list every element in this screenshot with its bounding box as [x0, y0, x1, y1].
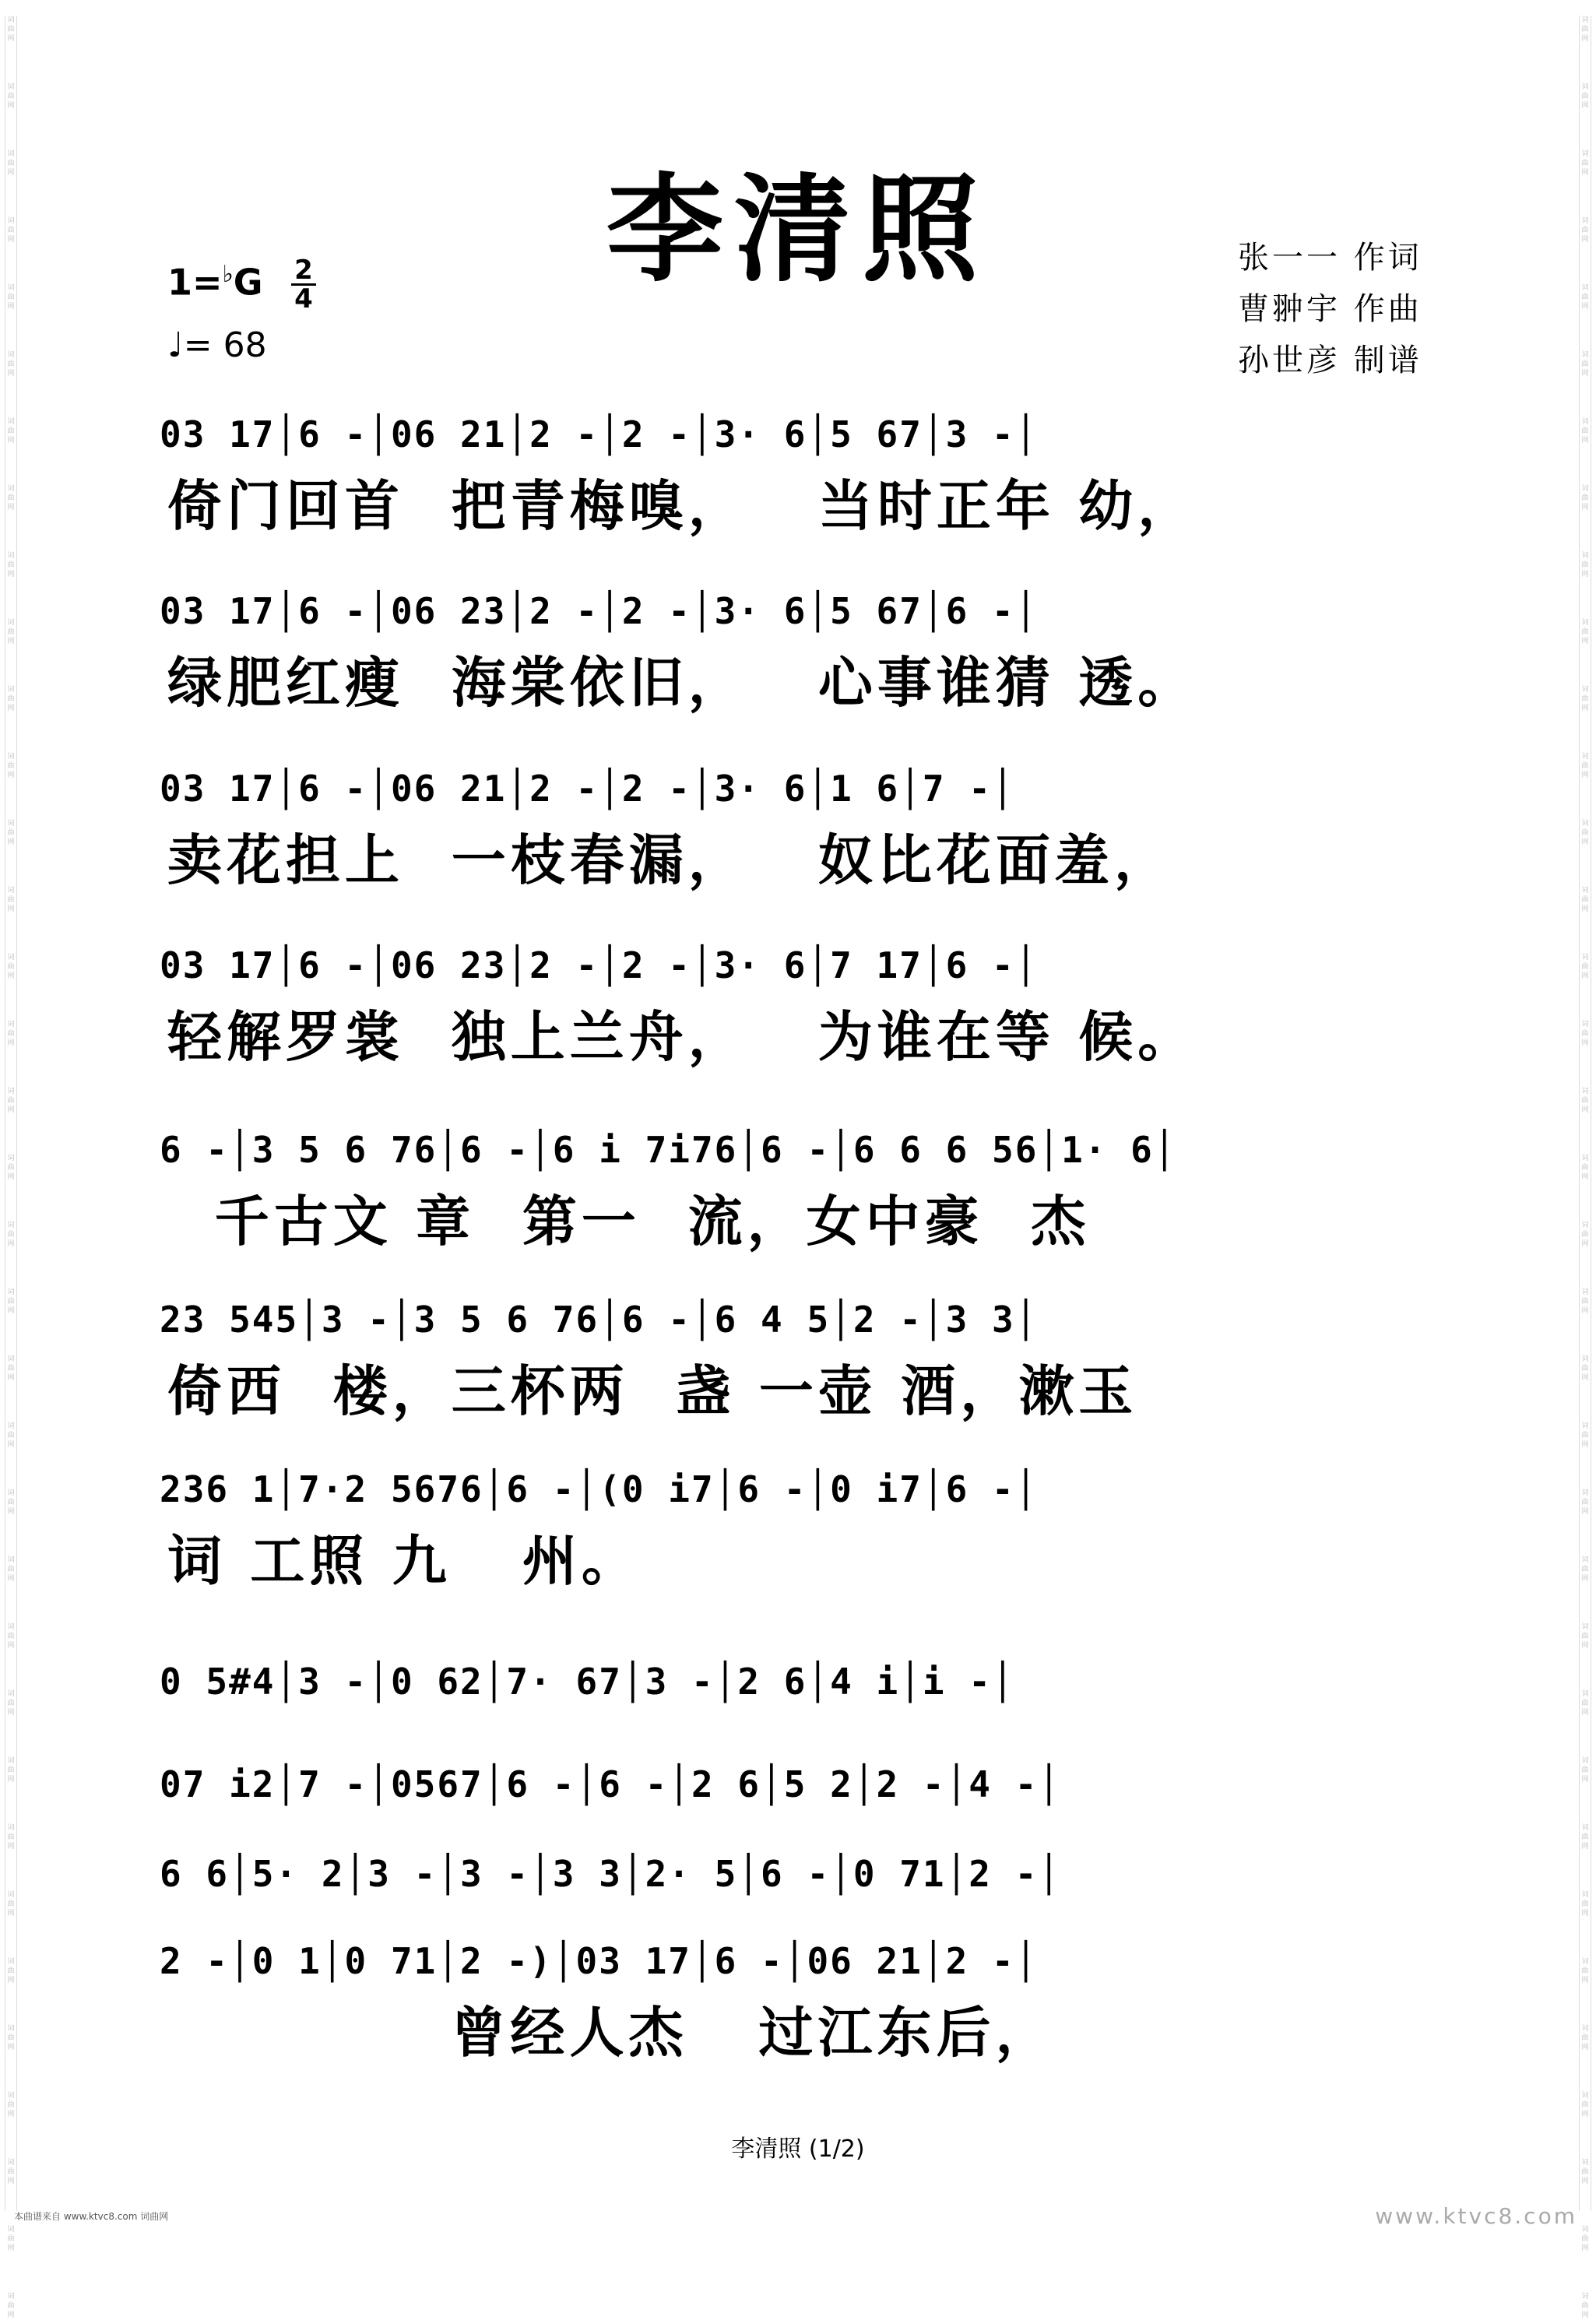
- notation-line-6: 23 545│3 -│3 5 6 76│6 -│6 4 5│2 -│3 3│: [160, 1299, 1039, 1341]
- watermark-text: 词曲网: [7, 150, 15, 177]
- watermark-text: 词曲网: [7, 1021, 15, 1047]
- watermark-text: 词曲网: [1581, 686, 1589, 712]
- composer-credit: 曹翀宇 作曲: [1238, 291, 1422, 327]
- watermark-text: 词曲网: [7, 351, 15, 378]
- watermark-text: 词曲网: [7, 2092, 15, 2118]
- watermark-text: 词曲网: [1581, 83, 1589, 110]
- key-signature: [167, 261, 262, 303]
- watermark-text: 词曲网: [7, 1757, 15, 1784]
- watermark-text: 词曲网: [1581, 954, 1589, 980]
- notation-line-2: 03 17│6 -│06 23│2 -│2 -│3· 6│5 67│6 -│: [160, 590, 1039, 632]
- watermark-text: 词曲网: [7, 1489, 15, 1516]
- notation-line-5: 6 -│3 5 6 76│6 -│6 i 7i76│6 -│6 6 6 56│1· 6│: [160, 1129, 1177, 1171]
- watermark-text: 词曲网: [1581, 820, 1589, 846]
- watermark-text: 词曲网: [7, 619, 15, 645]
- watermark-text: 词曲网: [1581, 1222, 1589, 1248]
- watermark-text: 词曲网: [7, 1958, 15, 1984]
- watermark-text: 词曲网: [7, 1824, 15, 1851]
- quarter-note-icon: ♩: [167, 325, 184, 365]
- watermark-text: 词曲网: [7, 1556, 15, 1583]
- left-watermark-strip: [5, 16, 17, 2319]
- tempo-marking: [167, 325, 267, 365]
- watermark-text: 词曲网: [7, 2293, 15, 2319]
- lyrics-line-5: 千古文 章 第一 流，女中豪 杰: [167, 1189, 1091, 1253]
- watermark-text: 词曲网: [1581, 2092, 1589, 2118]
- notation-line-3: 03 17│6 -│06 21│2 -│2 -│3· 6│1 6│7 -│: [160, 768, 1015, 810]
- flat-sign: ♭: [222, 261, 234, 288]
- key-note: G: [233, 261, 263, 304]
- watermark-text: 词曲网: [1581, 418, 1589, 445]
- watermark-text: 词曲网: [7, 753, 15, 779]
- watermark-text: 词曲网: [1581, 1021, 1589, 1047]
- watermark-text: 词曲网: [1581, 1489, 1589, 1516]
- notation-line-7: 236 1│7·2 5676│6 -│(0 i7│6 -│0 i7│6 -│: [160, 1468, 1039, 1510]
- watermark-text: 词曲网: [1581, 1155, 1589, 1181]
- watermark-text: 词曲网: [1581, 2025, 1589, 2051]
- watermark-text: 词曲网: [1581, 16, 1589, 43]
- watermark-text: 词曲网: [1581, 1355, 1589, 1382]
- watermark-text: 词曲网: [7, 2226, 15, 2252]
- watermark-text: 词曲网: [1581, 1958, 1589, 1984]
- watermark-text: 词曲网: [7, 1891, 15, 1918]
- watermark-text: 词曲网: [7, 418, 15, 445]
- tempo-value: = 68: [183, 325, 267, 365]
- site-watermark: www.ktvc8.com: [1375, 2203, 1577, 2229]
- credits-block: [1238, 232, 1422, 386]
- song-title: 李清照: [606, 161, 990, 298]
- lyrics-line-2: 绿肥红瘦 海棠依旧， 心事谁猜 透。: [167, 650, 1197, 715]
- lyrics-line-1: 倚门回首 把青梅嗅， 当时正年 幼，: [167, 473, 1197, 538]
- watermark-text: 词曲网: [7, 217, 15, 244]
- watermark-text: 词曲网: [1581, 1556, 1589, 1583]
- watermark-text: 词曲网: [1581, 887, 1589, 913]
- watermark-text: 词曲网: [7, 686, 15, 712]
- watermark-text: 词曲网: [1581, 217, 1589, 244]
- notation-line-8: 0 5#4│3 -│0 62│7· 67│3 -│2 6│4 i│i -│: [160, 1661, 1015, 1703]
- watermark-text: 词曲网: [7, 1155, 15, 1181]
- watermark-text: 词曲网: [1581, 1690, 1589, 1717]
- lyricist-credit: 张一一 作词: [1238, 240, 1422, 276]
- watermark-text: 词曲网: [7, 485, 15, 511]
- source-note: 本曲谱来自 www.ktvc8.com 词曲网: [14, 2211, 169, 2222]
- lyrics-line-7: 词 工照 九 州。: [167, 1528, 641, 1593]
- arranger-credit: 孙世彦 制谱: [1238, 343, 1422, 378]
- watermark-text: 词曲网: [1581, 2226, 1589, 2252]
- watermark-text: 词曲网: [1581, 552, 1589, 578]
- watermark-text: 词曲网: [1581, 2159, 1589, 2185]
- time-signature: [288, 255, 319, 315]
- watermark-text: 词曲网: [1581, 753, 1589, 779]
- watermark-text: 词曲网: [1581, 1623, 1589, 1650]
- watermark-text: 词曲网: [7, 887, 15, 913]
- key-prefix: 1=: [167, 261, 223, 304]
- watermark-text: 词曲网: [1581, 1088, 1589, 1114]
- notation-line-1: 03 17│6 -│06 21│2 -│2 -│3· 6│5 67│3 -│: [160, 413, 1039, 455]
- watermark-text: 词曲网: [1581, 1288, 1589, 1315]
- watermark-text: 词曲网: [7, 954, 15, 980]
- watermark-text: 词曲网: [7, 83, 15, 110]
- watermark-text: 词曲网: [7, 2025, 15, 2051]
- watermark-text: 词曲网: [7, 1222, 15, 1248]
- notation-line-11: 2 -│0 1│0 71│2 -)│03 17│6 -│06 21│2 -│: [160, 1940, 1039, 1982]
- watermark-text: 词曲网: [7, 1422, 15, 1449]
- watermark-text: 词曲网: [1581, 150, 1589, 177]
- watermark-text: 词曲网: [1581, 1891, 1589, 1918]
- lyrics-line-11: 曾经人杰 过江东后，: [167, 2000, 1055, 2065]
- watermark-text: 词曲网: [7, 552, 15, 578]
- lyrics-line-6: 倚西 楼，三杯两 盏 一壶 酒，漱玉: [167, 1359, 1138, 1423]
- watermark-text: 词曲网: [7, 2159, 15, 2185]
- watermark-text: 词曲网: [1581, 284, 1589, 311]
- notation-line-10: 6 6│5· 2│3 -│3 -│3 3│2· 5│6 -│0 71│2 -│: [160, 1853, 1062, 1895]
- watermark-text: 词曲网: [7, 1623, 15, 1650]
- watermark-text: 词曲网: [7, 284, 15, 311]
- watermark-text: 词曲网: [7, 820, 15, 846]
- right-watermark-strip: [1579, 16, 1591, 2319]
- watermark-text: 词曲网: [1581, 351, 1589, 378]
- notation-line-9: 07 i2│7 -│0567│6 -│6 -│2 6│5 2│2 -│4 -│: [160, 1763, 1062, 1805]
- watermark-text: 词曲网: [1581, 1422, 1589, 1449]
- watermark-text: 词曲网: [1581, 1757, 1589, 1784]
- watermark-text: 词曲网: [7, 1088, 15, 1114]
- watermark-text: 词曲网: [7, 16, 15, 43]
- watermark-text: 词曲网: [1581, 1824, 1589, 1851]
- watermark-text: 词曲网: [7, 1355, 15, 1382]
- watermark-text: 词曲网: [7, 1690, 15, 1717]
- watermark-text: 词曲网: [7, 1288, 15, 1315]
- watermark-text: 词曲网: [1581, 619, 1589, 645]
- notation-line-4: 03 17│6 -│06 23│2 -│2 -│3· 6│7 17│6 -│: [160, 944, 1039, 986]
- time-sig-bottom: 4: [294, 283, 313, 315]
- page-footer: 李清照 (1/2): [731, 2135, 865, 2163]
- lyrics-line-3: 卖花担上 一枝春漏， 奴比花面羞，: [167, 828, 1173, 892]
- time-sig-top: 2: [294, 255, 313, 286]
- watermark-text: 词曲网: [1581, 2293, 1589, 2319]
- lyrics-line-4: 轻解罗裳 独上兰舟， 为谁在等 候。: [167, 1004, 1197, 1069]
- watermark-text: 词曲网: [1581, 485, 1589, 511]
